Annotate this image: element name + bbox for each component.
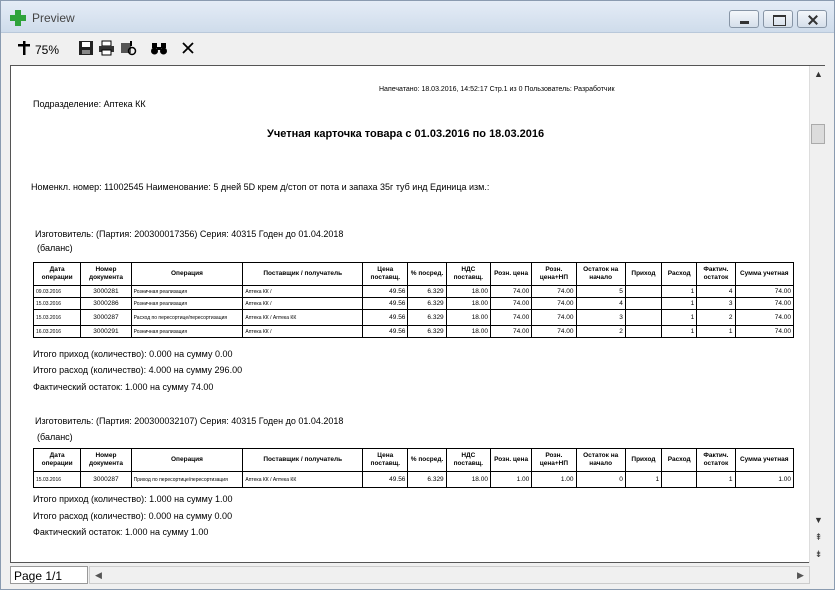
print-settings-icon[interactable]: [119, 38, 137, 58]
table-cell: 74.00: [532, 326, 576, 338]
page-down-icon[interactable]: ⇟: [814, 549, 823, 559]
save-icon[interactable]: [77, 38, 95, 58]
table-cell: 2: [697, 310, 735, 326]
table-cell: 74.00: [490, 298, 531, 310]
table-cell: 1: [625, 472, 661, 488]
table-cell: 18.00: [446, 472, 490, 488]
column-header: Сумма учетная: [735, 263, 793, 286]
table-row: [34, 472, 794, 488]
column-header: Операция: [131, 263, 243, 286]
minimize-button[interactable]: [729, 10, 759, 28]
column-header: Приход: [625, 449, 661, 472]
table-header: [34, 263, 794, 286]
table-cell: Розничная реализация: [131, 326, 243, 338]
print-icon[interactable]: [97, 38, 115, 58]
column-header: Фактич. остаток: [697, 263, 735, 286]
table-cell: 18.00: [446, 286, 490, 298]
table-cell: Розничная реализация: [131, 286, 243, 298]
table-cell: 1: [697, 326, 735, 338]
table-cell: 5: [576, 286, 625, 298]
column-header: Номер документа: [81, 449, 131, 472]
column-header: Цена поставщ.: [363, 449, 408, 472]
status-bar: [1, 566, 834, 589]
table-cell: Аптека КК /: [243, 326, 363, 338]
batch-table: [33, 262, 794, 338]
zoom-level[interactable]: 75%: [35, 43, 60, 57]
table-cell: 1: [662, 326, 697, 338]
table-cell: 3: [697, 298, 735, 310]
column-header: Розн. цена: [490, 263, 531, 286]
column-header: % посред.: [408, 263, 446, 286]
table-cell: 49.56: [363, 286, 408, 298]
table-cell: 49.56: [363, 472, 408, 488]
expense-total: Итого расход (количество): 0.000 на сумму 0.00: [33, 511, 233, 521]
income-total: Итого приход (количество): 0.000 на сумму 0.00: [33, 349, 233, 359]
page-indicator: Page 1/1: [10, 566, 88, 584]
column-header: Поставщик / получатель: [243, 263, 363, 286]
table-row: [34, 326, 794, 338]
table-cell: 18.00: [446, 326, 490, 338]
vertical-scrollbar[interactable]: [809, 66, 826, 563]
scroll-up-arrow[interactable]: ▲: [814, 69, 823, 79]
printed-info: Напечатано: 18.03.2016, 14:52:17 Стр.1 из 0 Пользователь: Разработчик: [379, 86, 615, 93]
column-header: НДС поставщ.: [446, 263, 490, 286]
table-cell: 1: [662, 298, 697, 310]
table-cell: Расход по пересортице/пересортизация: [131, 310, 243, 326]
column-header: % посред.: [408, 449, 446, 472]
item-info: Номенкл. номер: 11002545 Наименование: 5 дней 5D крем д/стоп от пота и запаха 35г туб инд Единица изм.:: [31, 182, 490, 192]
table-cell: 1: [662, 286, 697, 298]
scroll-down-arrow[interactable]: ▼: [814, 515, 823, 525]
expense-total: Итого расход (количество): 4.000 на сумму 296.00: [33, 365, 243, 375]
table-cell: 74.00: [490, 286, 531, 298]
table-cell: 6.329: [408, 472, 446, 488]
column-header: Поставщик / получатель: [243, 449, 363, 472]
batch-balance: (баланс): [37, 432, 73, 442]
table-cell: 74.00: [490, 326, 531, 338]
column-header: Расход: [662, 263, 697, 286]
column-header: Дата операции: [34, 449, 81, 472]
table-cell: 15.03.2016: [34, 310, 81, 326]
report-page: [11, 66, 809, 563]
column-header: Номер документа: [81, 263, 131, 286]
window-title: Preview: [32, 11, 75, 25]
table-cell: 16.03.2016: [34, 326, 81, 338]
table-cell: 74.00: [735, 298, 793, 310]
table-cell: 6.329: [408, 286, 446, 298]
table-cell: 4: [697, 286, 735, 298]
table-cell: 2: [576, 326, 625, 338]
table-row: [34, 310, 794, 326]
table-cell: 15.03.2016: [34, 472, 81, 488]
table-cell: Аптека КК /: [243, 298, 363, 310]
table-cell: 49.56: [363, 326, 408, 338]
title-bar[interactable]: [1, 1, 834, 33]
close-button[interactable]: [797, 10, 827, 28]
table-row: [34, 286, 794, 298]
table-cell: 1: [662, 310, 697, 326]
page-up-icon[interactable]: ⇞: [814, 532, 823, 542]
column-header: Остаток на начало: [576, 449, 625, 472]
table-cell: 4: [576, 298, 625, 310]
column-header: Розн. цена: [490, 449, 531, 472]
table-cell: [625, 310, 661, 326]
binoculars-icon[interactable]: [149, 38, 169, 58]
table-cell: 6.329: [408, 298, 446, 310]
table-cell: 0: [576, 472, 625, 488]
table-cell: Аптека КК / Аптека КК: [243, 472, 363, 488]
table-cell: 18.00: [446, 310, 490, 326]
column-header: Приход: [625, 263, 661, 286]
scroll-thumb[interactable]: [811, 124, 825, 144]
table-cell: 3000281: [81, 286, 131, 298]
column-header: Сумма учетная: [735, 449, 793, 472]
scroll-right-arrow[interactable]: ▶: [797, 570, 804, 580]
department-label: Подразделение: Аптека КК: [33, 99, 146, 109]
table-cell: Аптека КК /: [243, 286, 363, 298]
table-cell: [625, 326, 661, 338]
scroll-left-arrow[interactable]: ◀: [95, 570, 102, 580]
table-cell: 09.03.2016: [34, 286, 81, 298]
horizontal-scrollbar[interactable]: [89, 566, 810, 584]
table-cell: 15.03.2016: [34, 298, 81, 310]
column-header: Остаток на начало: [576, 263, 625, 286]
table-cell: Приход по пересортице/пересортизация: [131, 472, 243, 488]
table-cell: 3000287: [81, 472, 131, 488]
batch-header: Изготовитель: (Партия: 200300017356) Серия: 40315 Годен до 01.04.2018: [35, 229, 344, 239]
table-cell: Аптека КК / Аптека КК: [243, 310, 363, 326]
column-header: Расход: [662, 449, 697, 472]
report-title: Учетная карточка товара с 01.03.2016 по 18.03.2016: [267, 128, 545, 140]
table-cell: 74.00: [532, 286, 576, 298]
table-cell: 74.00: [532, 298, 576, 310]
column-header: Дата операции: [34, 263, 81, 286]
table-cell: [625, 298, 661, 310]
table-cell: 1: [697, 472, 735, 488]
app-cross-icon: [10, 10, 26, 26]
table-cell: 49.56: [363, 298, 408, 310]
batch-balance: (баланс): [37, 243, 73, 253]
column-header: Розн. цена+НП: [532, 449, 576, 472]
table-cell: 3: [576, 310, 625, 326]
table-cell: 18.00: [446, 298, 490, 310]
table-cell: 74.00: [735, 326, 793, 338]
table-cell: 74.00: [490, 310, 531, 326]
table-cell: 3000287: [81, 310, 131, 326]
actual-balance: Фактический остаток: 1.000 на сумму 74.00: [33, 382, 214, 392]
table-cell: 1.00: [735, 472, 793, 488]
table-cell: [662, 472, 697, 488]
zoom-icon[interactable]: [15, 38, 33, 58]
close-preview-icon[interactable]: [179, 38, 197, 58]
preview-viewport[interactable]: [10, 65, 825, 563]
table-cell: 1.00: [532, 472, 576, 488]
table-row: [34, 298, 794, 310]
table-cell: [625, 286, 661, 298]
income-total: Итого приход (количество): 1.000 на сумму 1.00: [33, 494, 233, 504]
table-cell: 74.00: [532, 310, 576, 326]
column-header: Фактич. остаток: [697, 449, 735, 472]
table-cell: 1.00: [490, 472, 531, 488]
actual-balance: Фактический остаток: 1.000 на сумму 1.00: [33, 527, 209, 537]
table-cell: 3000291: [81, 326, 131, 338]
column-header: Операция: [131, 449, 243, 472]
table-cell: 49.56: [363, 310, 408, 326]
toolbar: [1, 34, 834, 62]
maximize-button[interactable]: [763, 10, 793, 28]
table-header: [34, 449, 794, 472]
table-cell: 6.329: [408, 326, 446, 338]
batch-header: Изготовитель: (Партия: 200300032107) Серия: 40315 Годен до 01.04.2018: [35, 416, 344, 426]
table-cell: 6.329: [408, 310, 446, 326]
table-cell: Розничная реализация: [131, 298, 243, 310]
table-cell: 74.00: [735, 286, 793, 298]
table-cell: 74.00: [735, 310, 793, 326]
column-header: Розн. цена+НП: [532, 263, 576, 286]
column-header: НДС поставщ.: [446, 449, 490, 472]
batch-table: [33, 448, 794, 488]
column-header: Цена поставщ.: [363, 263, 408, 286]
table-cell: 3000286: [81, 298, 131, 310]
